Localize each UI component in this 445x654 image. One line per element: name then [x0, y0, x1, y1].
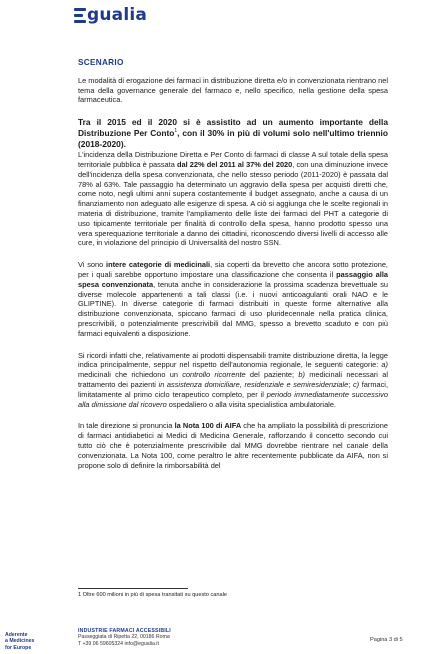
categories-text-a: Vi sono [78, 260, 107, 270]
footnote-divider [78, 588, 188, 589]
paragraph-highlight [78, 117, 388, 150]
incidence-bold: dal 22% del 2011 al 37% del 2020 [176, 159, 293, 169]
footer-membership [5, 632, 34, 651]
categories-text-c: , sia coperti da brevetto che ancora sotto protezione, per i quali sarebbe opportuno impostare una classificazione che consenta il [78, 260, 388, 279]
law-text-c: medicinali che richiedono un [78, 370, 183, 380]
law-text-k: farmaci, limitatamente al primo ciclo terapeutico completo, per il [78, 379, 389, 399]
law-italic-d: controllo ricorrente [182, 370, 246, 380]
nota-text-a: In tale direzione si pronuncia [78, 421, 175, 431]
footnote-ref[interactable]: 1 [174, 128, 178, 135]
footer-street: Passeggiata di Ripetta 22, 00186 Roma [78, 634, 170, 641]
paragraph-law [78, 351, 388, 410]
membership-line-1: Aderente [5, 632, 28, 638]
footer-org-name: INDUSTRIE FARMACI ACCESSIBILI [78, 628, 171, 634]
document-body [78, 58, 388, 482]
nota-bold-b: la Nota 100 di AIFA [174, 421, 242, 431]
paragraph-intro-text: Le modalità di erogazione dei farmaci in distribuzione diretta e/o in convenzionata rientrano nel tema della governance generale del farmaco e, nello specifico, nella gestione della spesa farmaceutica. [78, 75, 388, 105]
law-text-m: ospedaliero o alla visita specialistica ambulatoriale. [166, 399, 336, 409]
logo-text: gualia [87, 5, 148, 25]
footnote: 1 Oltre 600 milioni in più di spesa transitati su questo canale [78, 592, 227, 598]
law-text-i: ; [348, 379, 353, 389]
incidence-text-c: , con una diminuzione invece dell'incidenza della spesa convenzionata, che nello stesso periodo (2011-2020) è passata dal 78% al 63%. Tale passaggio ha determinato un aggravio della spesa per acquisti diretti che, come noto, negli ultimi anni supera costantemente il budget assegnato, anche a causa di un finanziamento non adeguato alle esigenze di spesa. A ciò si aggiunga che le scelte regionali in materia di distribuzione, tramite l'ampliamento delle liste dei farmaci del PHT a categorie di uso tipicamente territoriale per finalità di controllo della spesa, hanno prodotto spesso una vera sperequazione territoriale a danno dei cittadini, riconoscendo diversi livelli di accesso alle cure, in violazione del principio di Universalità del nostro SSN. [78, 159, 388, 248]
paragraph-incidence [78, 150, 388, 248]
law-italic-h: in assistenza domiciliare, residenziale e semiresidenziale [158, 379, 349, 389]
membership-line-3: for Europe [5, 644, 32, 651]
paragraph-nota100 [78, 421, 388, 470]
footer-contact[interactable]: T +39 06 59605324 info@egualia.it [78, 640, 159, 647]
law-italic-l: periodo immediatamente successivo alla dimissione dal ricovero [78, 389, 388, 409]
logo-e-mark-icon [74, 7, 86, 24]
paragraph-intro [78, 76, 388, 105]
incidence-text-a: L'incidenza della Distribuzione Diretta e Per Conto di farmaci di classe A sul totale della spesa territoriale pubblica è passata [78, 150, 388, 169]
section-heading: SCENARIO [78, 58, 124, 67]
categories-text-e: , tenuta anche in considerazione la prossima scadenza brevettuale su diverse molecole appartenenti a tali classi (i.e. i nuovi anticoagulanti orali NAO e le GLIPTINE). In diverse categorie di farmaci distribuiti in queste forme alternative alla distribuzione convenzionata, spiccano farmaci di uso pluridecennale nella pratica clinica, prescrivibili, o potenzialmente prescrivibili dal MMG, spesso a brevetto scaduto e con più farmaci equivalenti a disposizione. [78, 279, 389, 338]
highlight-text-2: , con il 30% in più di volumi solo nell'ultimo triennio (2018-2020). [78, 128, 388, 150]
law-text-e: del paziente; [245, 370, 299, 380]
highlight-text-1: Tra il 2015 ed il 2020 si è assistito ad un aumento importante della Distribuzione Per Conto [78, 117, 388, 139]
law-label-b: b) [298, 370, 310, 380]
law-text-a: Si ricordi infatti che, relativamente ai prodotti dispensabili tramite distribuzione diretta, la legge indica principalmente, seppur nel rispetto dell'autonomia regionale, le seguenti categorie: [78, 350, 388, 370]
categories-bold-d: passaggio alla spesa convenzionata [78, 269, 388, 289]
page-number: Pagina 3 di 5 [370, 637, 403, 643]
law-label-a: a) [381, 360, 388, 370]
nota-text-c: che ha ampliato la possibilità di prescrizione di farmaci antidiabetici ai Medici di Medicina Generale, rafforzando il concetto secondo cui tutto ciò che è potenzialmente prescrivibile dal MMG dovrebbe rientrare nel canale della convenzionata. La Nota 100, come peraltro le altre recentemente pubblicate da AIFA, non si propone solo di definire la rimborsabilità del [78, 421, 389, 470]
membership-line-2: a Medicines [5, 638, 35, 645]
categories-bold-b: intere categorie di medicinali [106, 260, 211, 270]
egualia-logo [74, 5, 147, 25]
paragraph-categories [78, 260, 388, 338]
law-label-c: c) [352, 379, 362, 389]
footer-address [78, 628, 171, 647]
law-text-g: medicinali necessari al trattamento dei pazienti [78, 370, 388, 389]
